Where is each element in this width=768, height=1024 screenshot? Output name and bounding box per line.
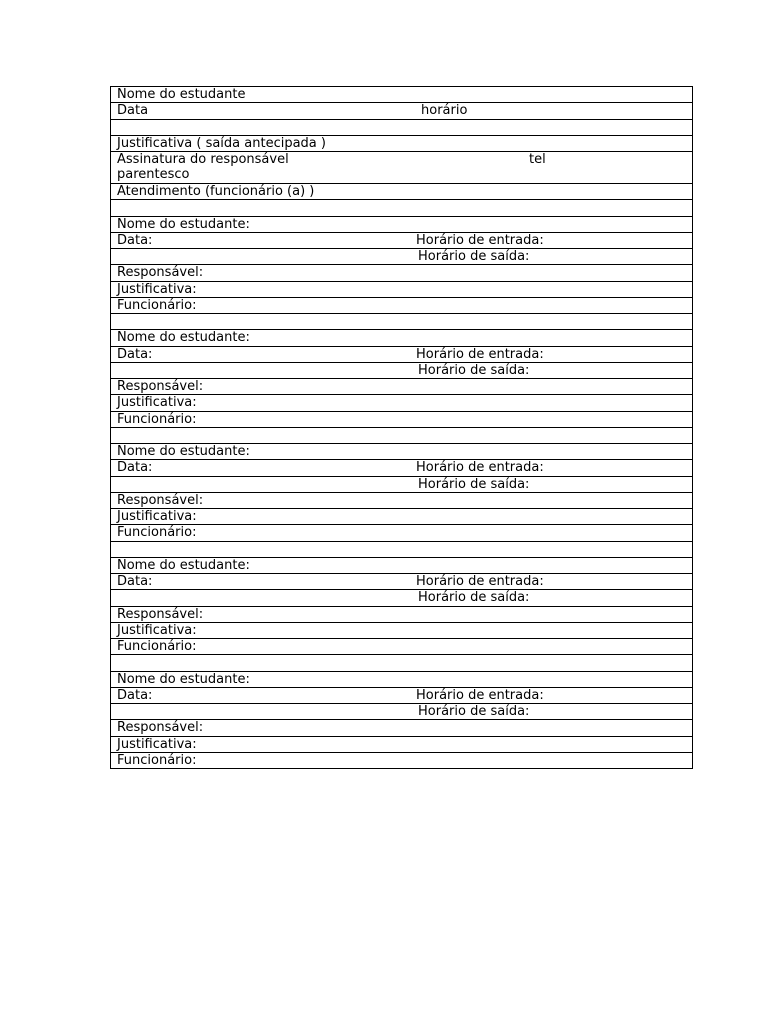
exit-authorization-form [110, 86, 693, 769]
record-entrada-label: Horário de entrada: [416, 687, 544, 703]
record-funcionario-label: Funcionário: [117, 297, 197, 313]
record-data-row [111, 233, 692, 249]
record-data-label: Data: [117, 346, 153, 362]
record-saida-row [111, 363, 692, 379]
record-nome-label: Nome do estudante: [117, 216, 250, 232]
record-entrada-label: Horário de entrada: [416, 460, 544, 476]
record-saida-row [111, 704, 692, 720]
header-blank-row [111, 120, 692, 136]
record-saida-label: Horário de saída: [418, 249, 530, 264]
record-justificativa-label: Justificativa: [117, 509, 197, 524]
header-atendimento-label: Atendimento (funcionário (a) ) [117, 184, 315, 199]
record-funcionario-row [111, 525, 692, 541]
record-funcionario-row [111, 753, 692, 769]
record-saida-label: Horário de saída: [418, 476, 530, 492]
record-entrada-label: Horário de entrada: [416, 346, 544, 362]
record-responsavel-row [111, 493, 692, 509]
record-nome-row [111, 330, 692, 346]
record-saida-row [111, 477, 692, 493]
record-data-row [111, 347, 692, 363]
record-data-label: Data: [117, 460, 153, 476]
record-justificativa-label: Justificativa: [117, 736, 197, 752]
record-saida-label: Horário de saída: [418, 704, 530, 719]
record-funcionario-label: Funcionário: [117, 411, 197, 427]
record-funcionario-row [111, 298, 692, 314]
record-entrada-label: Horário de entrada: [416, 574, 544, 589]
record-responsavel-label: Responsável: [117, 606, 204, 622]
record-justificativa-row [111, 623, 692, 639]
header-parentesco-label: parentesco [117, 167, 190, 182]
record-nome-row [111, 444, 692, 460]
record-funcionario-label: Funcionário: [117, 525, 197, 541]
record-spacer-row [111, 542, 692, 558]
record-responsavel-label: Responsável: [117, 492, 204, 508]
header-assinatura-row [111, 152, 692, 184]
record-spacer-row [111, 314, 692, 330]
record-data-row [111, 460, 692, 476]
record-data-row [111, 574, 692, 590]
record-justificativa-row [111, 509, 692, 525]
record-responsavel-row [111, 720, 692, 736]
record-justificativa-label: Justificativa: [117, 281, 197, 297]
header-data-row [111, 103, 692, 119]
record-justificativa-row [111, 282, 692, 298]
record-justificativa-row [111, 737, 692, 753]
record-saida-label: Horário de saída: [418, 590, 530, 606]
record-justificativa-row [111, 395, 692, 411]
header-horario-label: horário [421, 103, 468, 119]
record-entrada-label: Horário de entrada: [416, 232, 544, 248]
record-justificativa-label: Justificativa: [117, 395, 197, 411]
record-responsavel-label: Responsável: [117, 265, 204, 281]
header-atendimento-row [111, 184, 692, 200]
header-tel-label: tel [529, 152, 546, 167]
record-saida-label: Horário de saída: [418, 362, 530, 378]
record-spacer-row [111, 428, 692, 444]
record-data-label: Data: [117, 232, 153, 248]
record-justificativa-label: Justificativa: [117, 622, 197, 638]
record-responsavel-row [111, 607, 692, 623]
header-nome-label: Nome do estudante [117, 87, 246, 102]
record-saida-row [111, 249, 692, 265]
record-spacer-row [111, 655, 692, 671]
record-responsavel-label: Responsável: [117, 379, 204, 394]
record-funcionario-row [111, 412, 692, 428]
header-nome-row [111, 87, 692, 103]
record-funcionario-label: Funcionário: [117, 639, 197, 654]
record-nome-row [111, 672, 692, 688]
header-assinatura-label: Assinatura do responsável [117, 152, 289, 167]
separator-row [111, 200, 692, 216]
records-list [111, 217, 692, 770]
header-data-label: Data [117, 103, 149, 119]
record-nome-label: Nome do estudante: [117, 671, 250, 687]
record-responsavel-row [111, 379, 692, 395]
header-justificativa-label: Justificativa ( saída antecipada ) [117, 135, 326, 151]
record-nome-row [111, 558, 692, 574]
record-responsavel-label: Responsável: [117, 720, 204, 736]
record-nome-label: Nome do estudante: [117, 444, 250, 459]
record-data-label: Data: [117, 574, 153, 589]
record-funcionario-label: Funcionário: [117, 752, 197, 768]
record-responsavel-row [111, 265, 692, 281]
header-justificativa-row [111, 136, 692, 152]
record-data-row [111, 688, 692, 704]
record-saida-row [111, 590, 692, 606]
record-nome-label: Nome do estudante: [117, 330, 250, 346]
record-data-label: Data: [117, 687, 153, 703]
record-nome-row [111, 217, 692, 233]
record-funcionario-row [111, 639, 692, 655]
record-nome-label: Nome do estudante: [117, 557, 250, 573]
